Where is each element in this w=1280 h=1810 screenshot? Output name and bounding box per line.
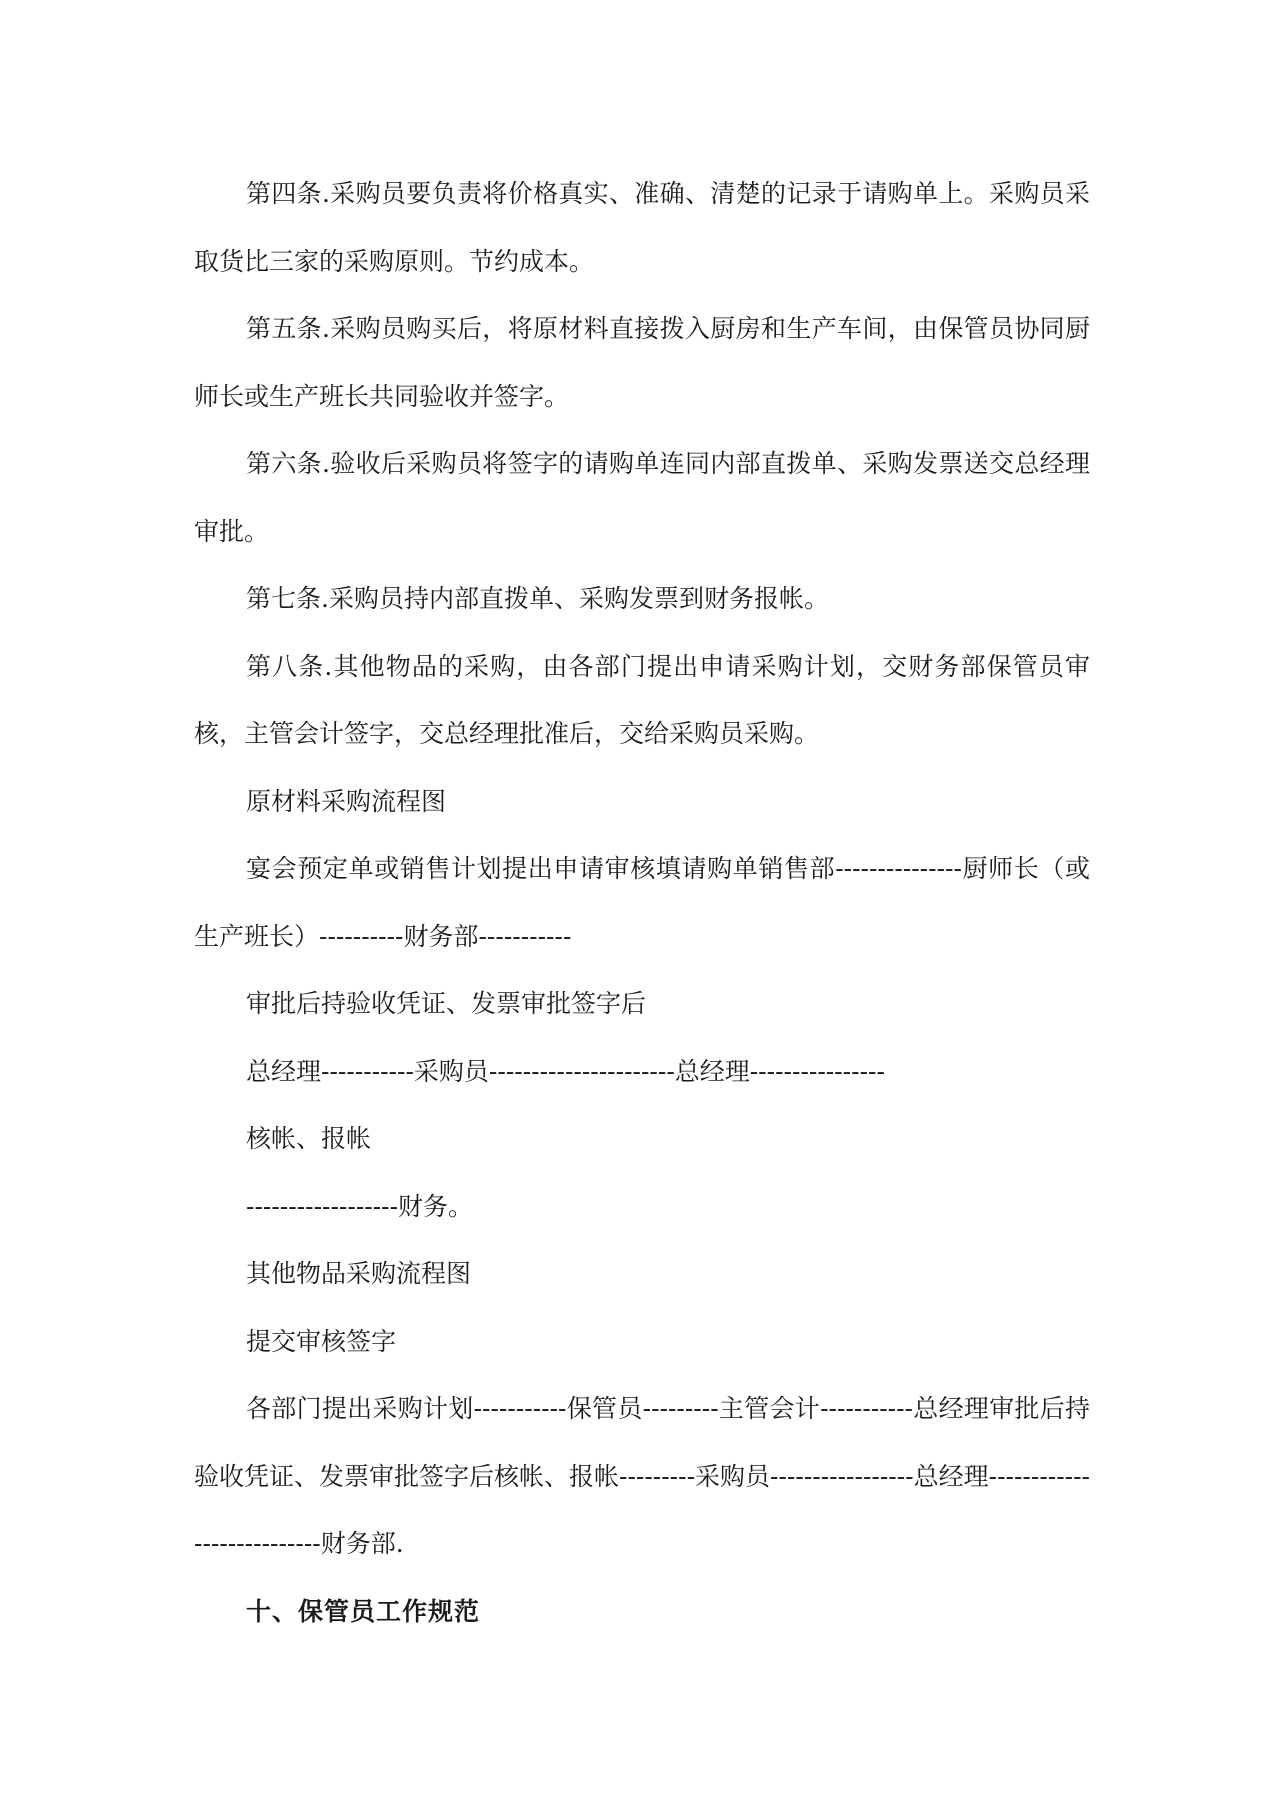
raw-material-flow-step-3: 总经理-----------采购员----------------------总经理---------------- [246,1056,885,1086]
raw-material-flowchart-title: 原材料采购流程图 [246,786,447,816]
article-6-paragraph: 第六条.验收后采购员将签字的请购单连同内部直拨单、采购发票送交总经理审批。 [194,449,1090,546]
article-4-paragraph: 第四条.采购员要负责将价格真实、准确、清楚的记录于请购单上。采购员采取货比三家的采购原则。节约成本。 [194,179,1090,276]
raw-material-flow-step-4: 核帐、报帐 [246,1124,372,1153]
other-items-flowchart-title: 其他物品采购流程图 [246,1259,472,1288]
article-7-paragraph: 第七条.采购员持内部直拨单、采购发票到财务报帐。 [246,584,829,613]
section-heading: 十、保管员工作规范 [246,1596,481,1626]
raw-material-flow-step-2: 审批后持验收凭证、发票审批签字后 [246,989,647,1018]
article-8-paragraph: 第八条.其他物品的采购，由各部门提出申请采购计划，交财务部保管员审核，主管会计签字，交总经理批准后，交给采购员采购。 [194,651,1090,748]
document-body [194,160,1090,1645]
other-items-flow-step-2: 各部门提出采购计划-----------保管员---------主管会计-----------总经理审批后持验收凭证、发票审批签字后核帐、报帐---------采购员-----------------总经理---------------------------财务部. [194,1394,1090,1558]
raw-material-flow-step-5: ------------------财务。 [246,1191,474,1221]
other-items-flow-step-1: 提交审核签字 [246,1326,397,1356]
raw-material-flow-step-1: 宴会预定单或销售计划提出申请审核填请购单销售部---------------厨师长（或生产班长）----------财务部----------- [194,854,1090,951]
article-5-paragraph: 第五条.采购员购买后，将原材料直接拨入厨房和生产车间，由保管员协同厨师长或生产班长共同验收并签字。 [194,314,1090,411]
